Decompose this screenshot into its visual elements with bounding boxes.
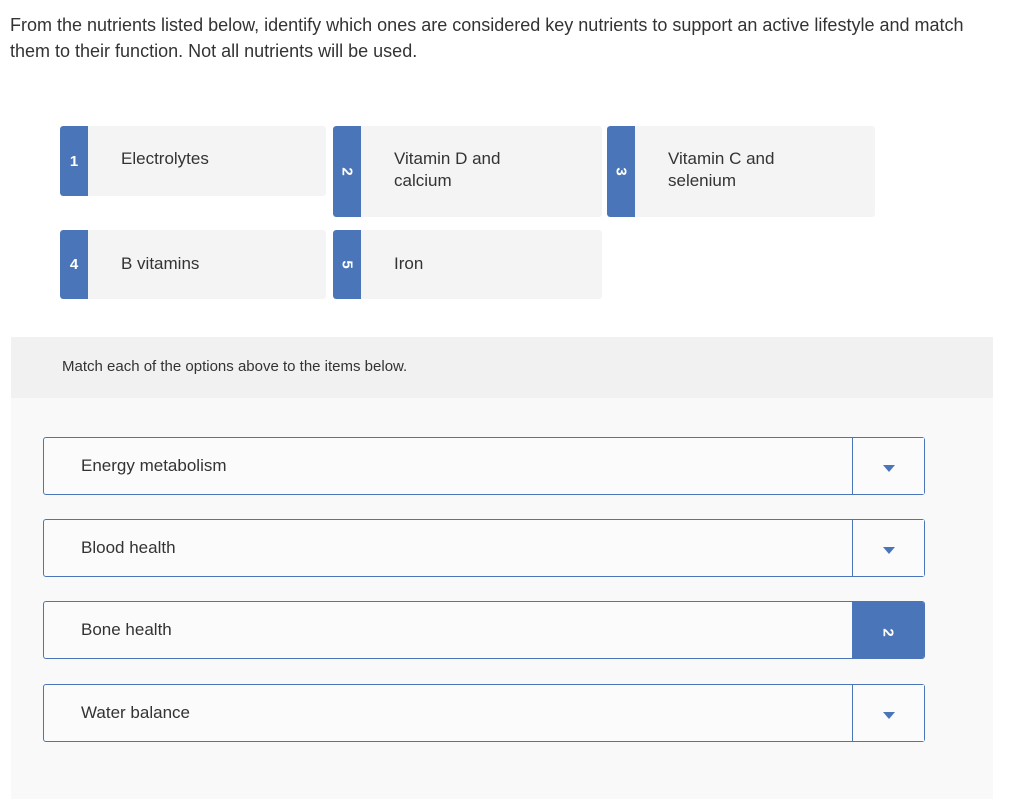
match-dropdown-selected[interactable] <box>852 602 924 658</box>
match-row-bone-health <box>43 601 925 659</box>
match-item-label: Energy metabolism <box>81 456 227 475</box>
option-number-badge: 2 <box>333 126 361 217</box>
option-tile-1[interactable] <box>60 126 326 196</box>
match-dropdown[interactable] <box>852 438 924 494</box>
option-tile-2[interactable] <box>333 126 602 217</box>
option-label: Vitamin D and calcium <box>394 149 501 190</box>
selected-option-number: 2 <box>880 627 897 637</box>
match-item-label: Bone health <box>81 620 172 639</box>
match-row-blood-health <box>43 519 925 577</box>
match-item-label: Blood health <box>81 538 176 557</box>
match-instruction: Match each of the options above to the items below. <box>62 358 408 375</box>
caret-down-icon <box>883 465 895 472</box>
match-row-water-balance <box>43 684 925 742</box>
option-number-badge: 1 <box>60 126 88 196</box>
option-tile-4[interactable] <box>60 230 326 299</box>
option-tile-3[interactable] <box>607 126 875 217</box>
option-label: Vitamin C and selenium <box>668 149 775 190</box>
match-row-energy-metabolism <box>43 437 925 495</box>
match-item-label: Water balance <box>81 703 190 722</box>
caret-down-icon <box>883 712 895 719</box>
option-tile-5[interactable] <box>333 230 602 299</box>
question-text: From the nutrients listed below, identify which ones are considered key nutrients to support an active lifestyle and match them to their function. Not all nutrients will be used. <box>10 15 964 61</box>
option-number-badge: 4 <box>60 230 88 299</box>
option-label: B vitamins <box>121 254 200 273</box>
match-dropdown[interactable] <box>852 685 924 741</box>
match-header <box>11 337 993 398</box>
caret-down-icon <box>883 547 895 554</box>
option-label: Electrolytes <box>121 149 209 168</box>
option-label: Iron <box>394 254 424 273</box>
option-number-badge: 3 <box>607 126 635 217</box>
match-dropdown[interactable] <box>852 520 924 576</box>
option-number-badge: 5 <box>333 230 361 299</box>
